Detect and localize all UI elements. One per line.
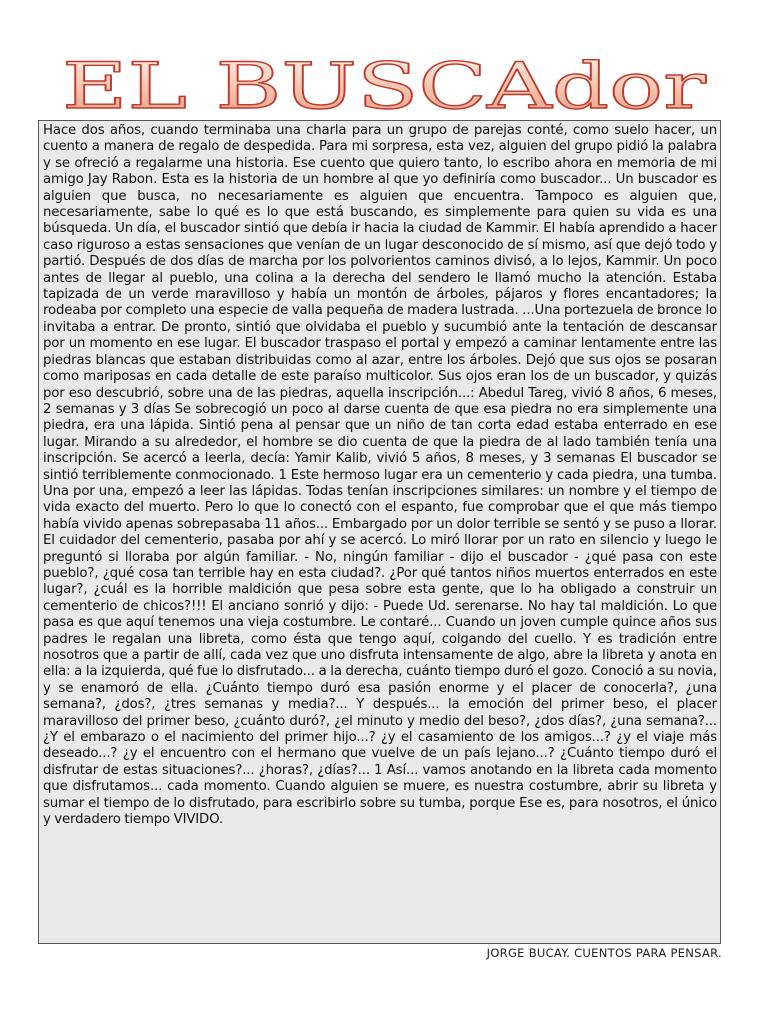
story-text-box	[38, 120, 721, 944]
document-title: EL BUSCAdor	[62, 55, 707, 115]
author-attribution: JORGE BUCAY. CUENTOS PARA PENSAR.	[486, 946, 722, 960]
title-wordart	[0, 55, 768, 115]
story-body: Hace dos años, cuando terminaba una charla para un grupo de parejas conté, como suelo hacer, un cuento a manera de regalo de despedida. Para mi sorpresa, esta vez, alguien del grupo pidió la palabra y se ofreció a regalarme una historia. Ese cuento que quiero tanto, lo escribo ahora en memoria de mi amigo Jay Rabon. Esta es la historia de un hombre al que yo definiría como buscador... Un buscador es alguien que busca, no necesariamente es alguien que encuentra. Tampoco es alguien que, necesariamente, sabe lo qué es lo que está buscando, es simplemente para quien su vida es una búsqueda. Un día, el buscador sintió que debía ir hacia la ciudad de Kammir. El había aprendido a hacer caso riguroso a estas sensaciones que venían de un lugar desconocido de sí mismo, así que dejó todo y partió. Después de dos días de marcha por los polvorientos caminos divisó, a lo lejos, Kammir. Un poco antes de llegar al pueblo, una colina a la derecha del sendero le llamó mucho la atención. Estaba tapizada de un verde maravilloso y había un montón de árboles, pájaros y flores encantadores; la rodeaba por completo una especie de valla pequeña de madera lustrada. ...Una portezuela de bronce lo invitaba a entrar. De pronto, sintió que olvidaba el pueblo y sucumbió ante la tentación de descansar por un momento en ese lugar. El buscador traspaso el portal y empezó a caminar lentamente entre las piedras blancas que estaban distribuidas como al azar, entre los árboles. Dejó que sus ojos se posaran como mariposas en cada detalle de este paraíso multicolor. Sus ojos eran los de un buscador, y quizás por eso descubrió, sobre una de las piedras, aquella inscripción...: Abedul Tareg, vivió 8 años, 6 meses, 2 semanas y 3 días Se sobrecogió un poco al darse cuenta de que esa piedra no era simplemente una piedra, era una lápida. Sintió pena al pensar que un niño de tan corta edad estaba enterrado en ese lugar. Mirando a su alrededor, el hombre se dio cuenta de que la piedra de al lado también tenía una inscripción. Se acercó a leerla, decía: Yamir Kalib, vivió 5 años, 8 meses, y 3 semanas El buscador se sintió terriblemente conmocionado. 1 Este hermoso lugar era un cementerio y cada piedra, una tumba. Una por una, empezó a leer las lápidas. Todas tenían inscripciones similares: un nombre y el tiempo de vida exacto del muerto. Pero lo que lo conectó con el espanto, fue comprobar que el que más tiempo había vivido apenas sobrepasaba 11 años... Embargado por un dolor terrible se sentó y se puso a llorar. El cuidador del cementerio, pasaba por ahí y se acercó. Lo miró llorar por un rato en silencio y luego le preguntó si lloraba por algún familiar. - No, ningún familiar - dijo el buscador - ¿qué pasa con este pueblo?, ¿qué cosa tan terrible hay en esta ciudad?. ¿Por qué tantos niños muertos enterrados en este lugar?, ¿cuál es la horrible maldición que pesa sobre esta gente, que lo ha obligado a construir un cementerio de chicos?!!! El anciano sonrió y dijo: - Puede Ud. serenarse. No hay tal maldición. Lo que pasa es que aquí tenemos una vieja costumbre. Le contaré... Cuando un joven cumple quince años sus padres le regalan una libreta, como ésta que tengo aquí, colgando del cuello. Y es tradición entre nosotros que a partir de allí, cada vez que uno disfruta intensamente de algo, abre la libreta y anota en ella: a la izquierda, qué fue lo disfrutado... a la derecha, cuánto tiempo duró el gozo. Conoció a su novia, y se enamoró de ella. ¿Cuánto tiempo duró esa pasión enorme y el placer de conocerla?, ¿una semana?, ¿dos?, ¿tres semanas y media?... Y después... la emoción del primer beso, el placer maravilloso del primer beso, ¿cuánto duró?, ¿el minuto y medio del beso?, ¿dos días?, ¿una semana?... ¿Y el embarazo o el nacimiento del primer hijo...? ¿y el casamiento de los amigos...? ¿y el viaje más deseado...? ¿y el encuentro con el hermano que vuelve de un país lejano...? ¿Cuánto tiempo duró el disfrutar de estas situaciones?... ¿horas?, ¿días?... 1 Así... vamos anotando en la libreta cada momento que disfrutamos... cada momento. Cuando alguien se muere, es nuestra costumbre, abrir su libreta y sumar el tiempo de lo disfrutado, para escribirlo sobre su tumba, porque Ese es, para nosotros, el único y verdadero tiempo VIVIDO.	[43, 123, 717, 828]
